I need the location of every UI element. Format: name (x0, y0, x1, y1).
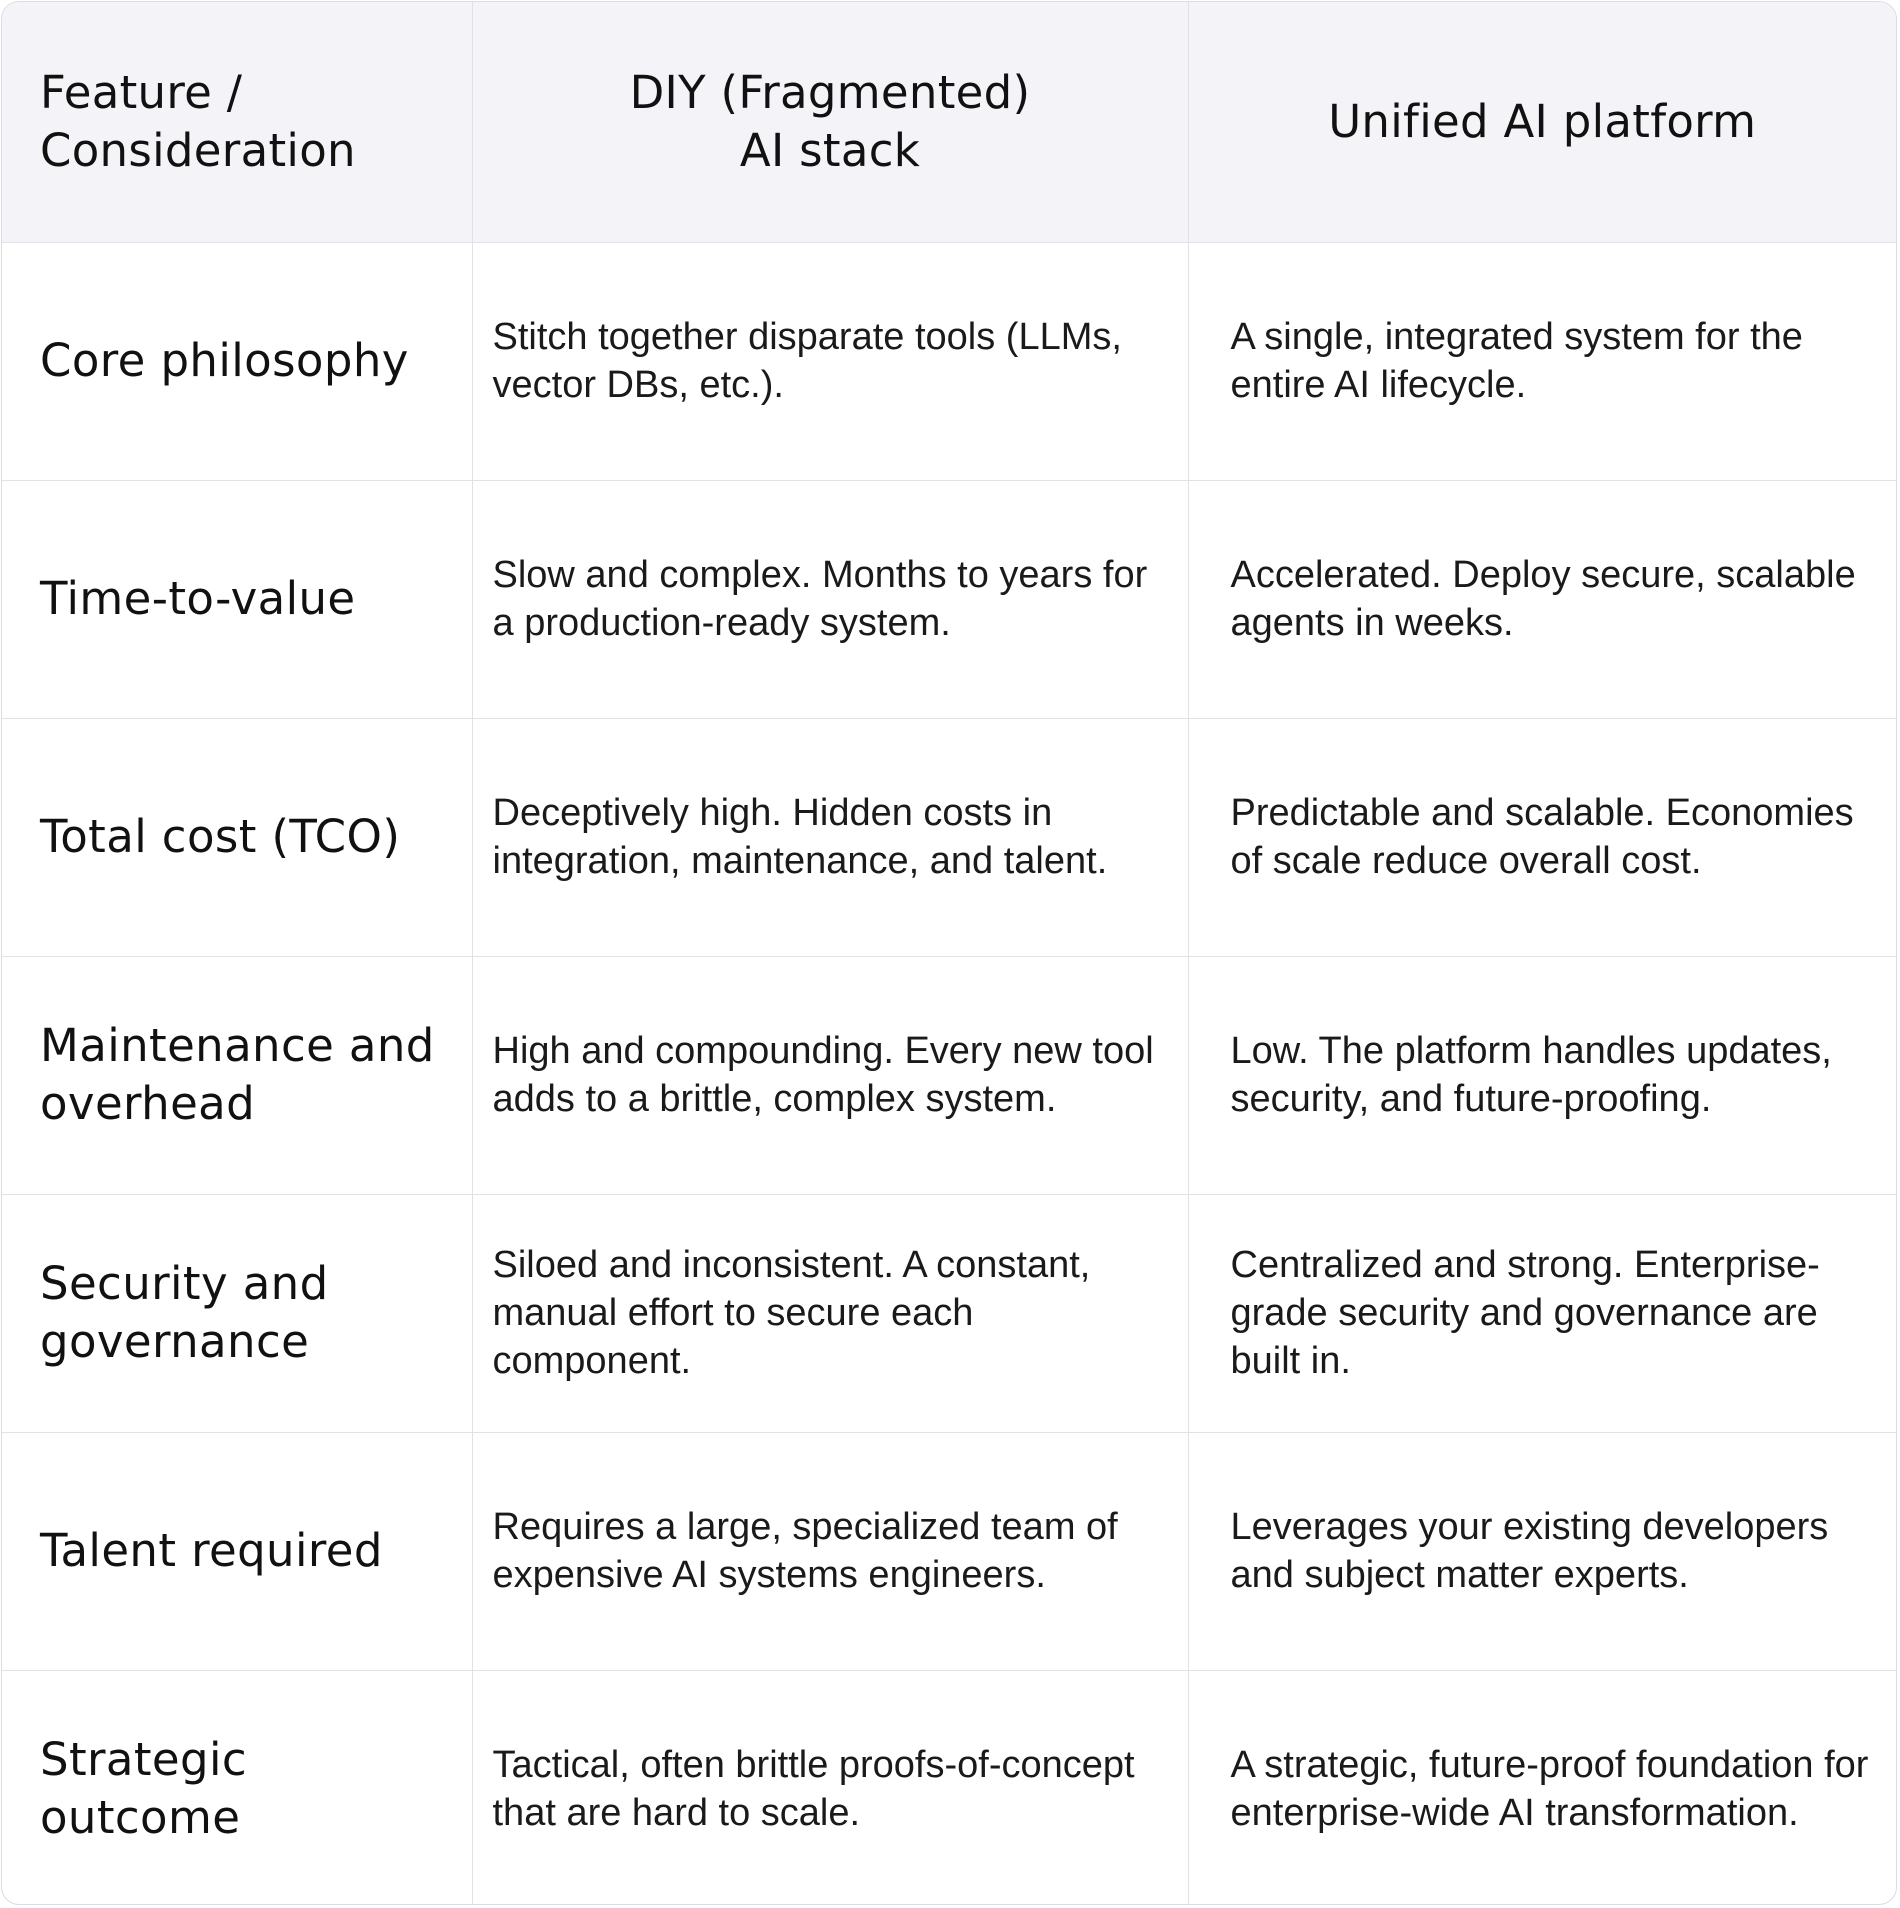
table-row-core-philosophy (2, 242, 1896, 480)
table-row-strategic-outcome (2, 1670, 1896, 1905)
diy-cell: Siloed and inconsistent. A constant, manual effort to secure each component. (472, 1194, 1188, 1432)
diy-cell: Deceptively high. Hidden costs in integration, maintenance, and talent. (472, 718, 1188, 956)
feature-cell: Total cost (TCO) (2, 718, 472, 956)
feature-cell: Talent required (2, 1432, 472, 1670)
diy-cell: Requires a large, specialized team of expensive AI systems engineers. (472, 1432, 1188, 1670)
table-row-security (2, 1194, 1896, 1432)
feature-cell: Maintenance and overhead (2, 956, 472, 1194)
unified-cell: Low. The platform handles updates, security, and future-proofing. (1188, 956, 1896, 1194)
comparison-table-container (1, 1, 1897, 1905)
table-row-talent (2, 1432, 1896, 1670)
diy-cell: Tactical, often brittle proofs-of-concept that are hard to scale. (472, 1670, 1188, 1905)
feature-cell: Security and governance (2, 1194, 472, 1432)
unified-cell: A strategic, future-proof foundation for enterprise-wide AI transformation. (1230, 1744, 1869, 1835)
header-feature: Feature / Consideration (2, 2, 472, 242)
unified-cell: A single, integrated system for the entire AI lifecycle. (1188, 242, 1896, 480)
diy-cell: Slow and complex. Months to years for a production-ready system. (472, 480, 1188, 718)
table-row-maintenance (2, 956, 1896, 1194)
feature-cell: Strategic outcome (2, 1670, 472, 1905)
table-body (2, 242, 1896, 1905)
feature-cell: Core philosophy (2, 242, 472, 480)
header-diy-line1: DIY (Fragmented) (629, 65, 1031, 119)
feature-cell: Time-to-value (2, 480, 472, 718)
header-diy (472, 2, 1188, 242)
unified-cell: Centralized and strong. Enterprise-grade security and governance are built in. (1188, 1194, 1896, 1432)
diy-cell: Stitch together disparate tools (LLMs, vector DBs, etc.). (472, 242, 1188, 480)
unified-cell: Predictable and scalable. Economies of scale reduce overall cost. (1188, 718, 1896, 956)
table-row-total-cost (2, 718, 1896, 956)
unified-cell: Accelerated. Deploy secure, scalable agents in weeks. (1188, 480, 1896, 718)
table-header (2, 2, 1896, 242)
header-diy-line2: AI stack (739, 123, 921, 177)
diy-cell: High and compounding. Every new tool adds to a brittle, complex system. (472, 956, 1188, 1194)
table-row-time-to-value (2, 480, 1896, 718)
header-row (2, 2, 1896, 242)
comparison-table (2, 2, 1896, 1905)
header-unified: Unified AI platform (1188, 2, 1896, 242)
unified-cell: Leverages your existing developers and subject matter experts. (1188, 1432, 1896, 1670)
